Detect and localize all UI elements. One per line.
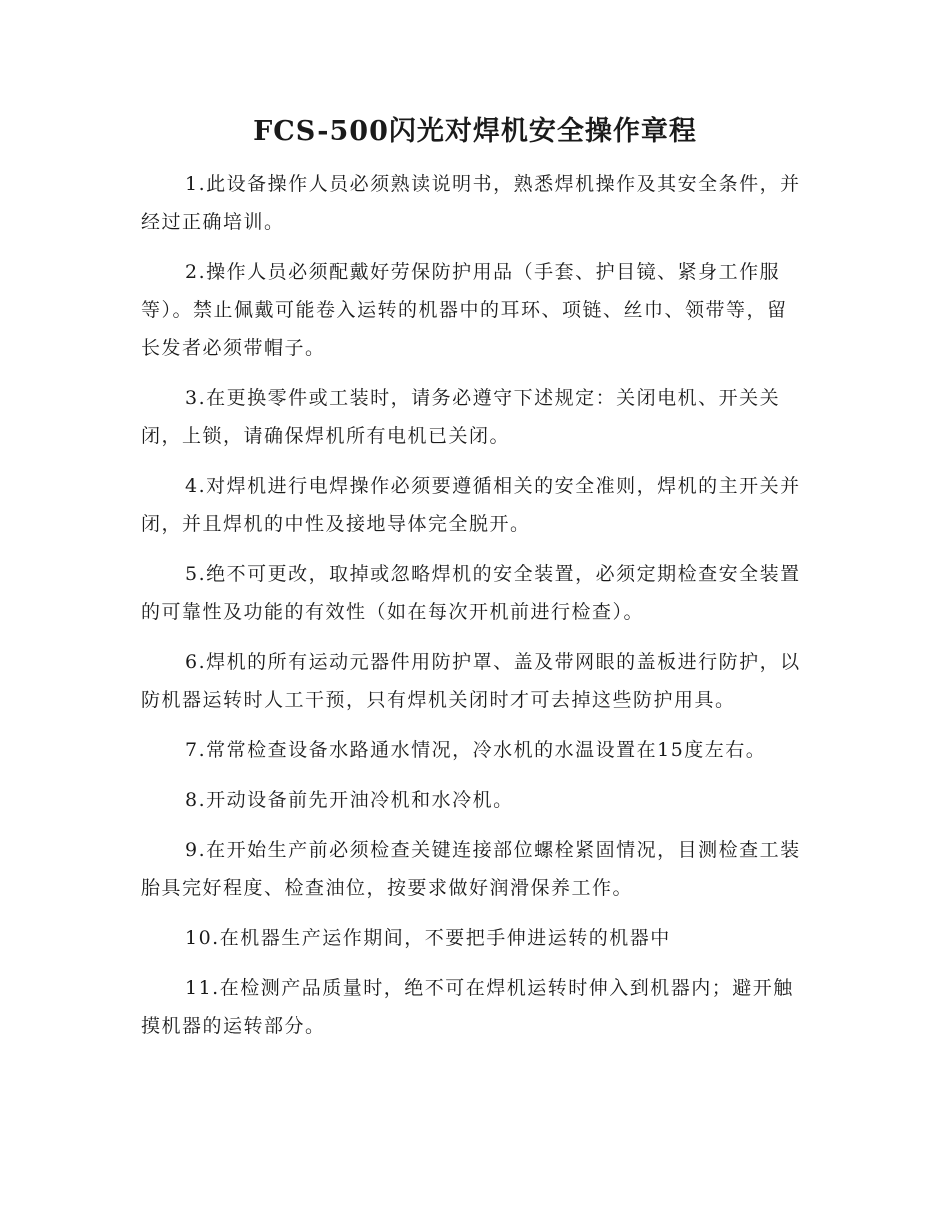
clause-9: 9.在开始生产前必须检查关键连接部位螺栓紧固情况，目测检查工装胎具完好程度、检查油位，按要求做好润滑保养工作。 xyxy=(141,839,801,899)
clause-6: 6.焊机的所有运动元器件用防护罩、盖及带网眼的盖板进行防护，以防机器运转时人工干预，只有焊机关闭时才可去掉这些防护用具。 xyxy=(141,651,801,711)
clause-10: 10.在机器生产运作期间，不要把手伸进运转的机器中 xyxy=(185,927,671,949)
document-title: FCS-500闪光对焊机安全操作章程 xyxy=(253,116,697,147)
clause-list xyxy=(141,165,806,1057)
clause-1: 1.此设备操作人员必须熟读说明书，熟悉焊机操作及其安全条件，并经过正确培训。 xyxy=(141,173,801,233)
clause-8: 8.开动设备前先开油冷机和水冷机。 xyxy=(185,789,514,811)
clause-7: 7.常常检查设备水路通水情况，冷水机的水温设置在15度左右。 xyxy=(185,739,767,761)
clause-2: 2.操作人员必须配戴好劳保防护用品（手套、护目镜、紧身工作服等）。禁止佩戴可能卷入运转的机器中的耳环、项链、丝巾、领带等，留长发者必须带帽子。 xyxy=(141,261,788,359)
clause-5: 5.绝不可更改，取掉或忽略焊机的安全装置，必须定期检查安全装置的可靠性及功能的有效性（如在每次开机前进行检查）。 xyxy=(141,563,801,623)
clause-3: 3.在更换零件或工装时，请务必遵守下述规定：关闭电机、开关关闭，上锁，请确保焊机所有电机已关闭。 xyxy=(141,387,781,447)
clause-11: 11.在检测产品质量时，绝不可在焊机运转时伸入到机器内；避开触摸机器的运转部分。 xyxy=(141,977,794,1037)
clause-4: 4.对焊机进行电焊操作必须要遵循相关的安全准则，焊机的主开关并闭，并且焊机的中性及接地导体完全脱开。 xyxy=(141,475,801,535)
